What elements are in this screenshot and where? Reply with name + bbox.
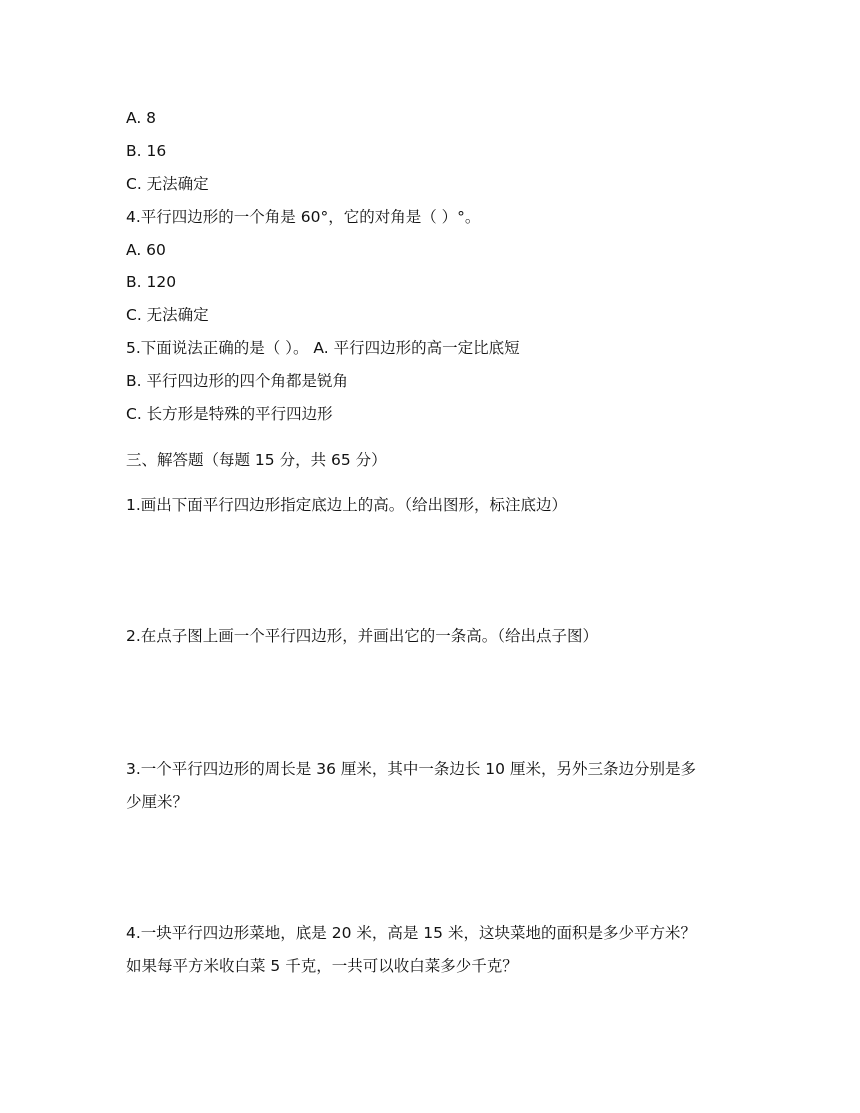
problem-4-line-2: 如果每平方米收白菜 5 千克，一共可以收白菜多少千克？ xyxy=(126,957,518,975)
q4-option-c: C. 无法确定 xyxy=(126,306,209,324)
problem-2: 2.在点子图上画一个平行四边形，并画出它的一条高。（给出点子图） xyxy=(126,627,599,645)
q5-option-b: B. 平行四边形的四个角都是锐角 xyxy=(126,372,348,390)
section-heading: 三、解答题（每题 15 分，共 65 分） xyxy=(126,451,387,469)
q4-option-a: A. 60 xyxy=(126,241,166,259)
q5-stem: 5.下面说法正确的是（ ）。 A. 平行四边形的高一定比底短 xyxy=(126,339,520,357)
problem-3-line-1: 3.一个平行四边形的周长是 36 厘米，其中一条边长 10 厘米，另外三条边分别是多 xyxy=(126,760,696,778)
q4-option-b: B. 120 xyxy=(126,273,177,291)
q3-option-b: B. 16 xyxy=(126,142,167,160)
problem-3-line-2: 少厘米？ xyxy=(126,793,189,811)
problem-1: 1.画出下面平行四边形指定底边上的高。（给出图形，标注底边） xyxy=(126,496,568,514)
q3-option-a: A. 8 xyxy=(126,109,157,127)
q4-stem: 4.平行四边形的一个角是 60°，它的对角是（ ）°。 xyxy=(126,208,481,226)
q3-option-c: C. 无法确定 xyxy=(126,175,209,193)
problem-4-line-1: 4.一块平行四边形菜地，底是 20 米，高是 15 米，这块菜地的面积是多少平方米？ xyxy=(126,924,696,942)
q5-option-c: C. 长方形是特殊的平行四边形 xyxy=(126,405,333,423)
